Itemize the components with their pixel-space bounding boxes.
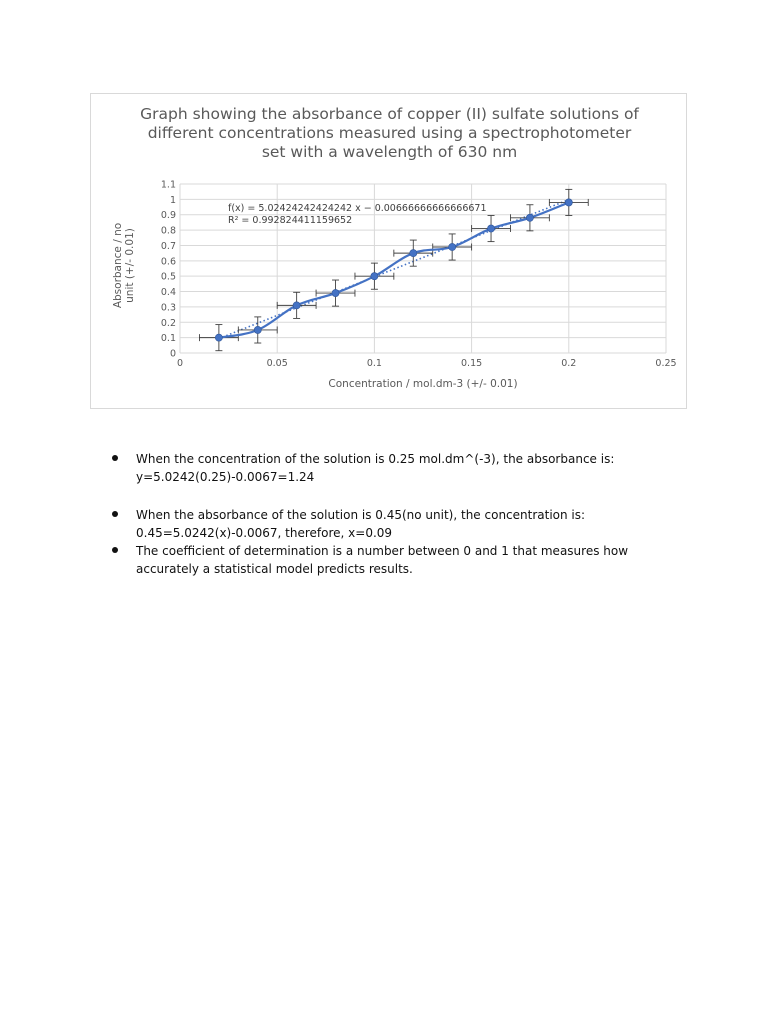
y-tick-label: 0.6 xyxy=(160,256,176,268)
bullet-list xyxy=(112,450,672,578)
bullet-item-absorbance-at-025 xyxy=(112,450,672,486)
bullet-text: When the absorbance of the solution is 0.45(no unit), the concentration is: 0.45=5.0242(x)-0.0067, therefore, x=0.09 xyxy=(136,508,586,540)
chart-title-line: set with a wavelength of 630 nm xyxy=(261,143,518,161)
data-point xyxy=(371,273,378,280)
data-point xyxy=(449,243,456,250)
x-tick-label: 0 xyxy=(176,358,184,369)
data-point xyxy=(410,250,417,257)
data-point xyxy=(526,214,533,221)
bullet-dot xyxy=(112,455,118,461)
y-tick-label: 0 xyxy=(169,348,176,360)
x-tick-label: 0.25 xyxy=(655,358,677,369)
trendline-r-squared: R² = 0.992824411159652 xyxy=(228,215,353,226)
bullet-text: The coefficient of determination is a number between 0 and 1 that measures how accurately a statistical model predicts results. xyxy=(136,544,629,576)
data-point xyxy=(215,334,222,341)
bullet-text: When the concentration of the solution is 0.25 mol.dm^(-3), the absorbance is: y=5.0242(0.25)-0.0067=1.24 xyxy=(136,452,615,484)
x-axis-label: Concentration / mol.dm-3 (+/- 0.01) xyxy=(328,378,518,390)
y-axis-label-line: unit (+/- 0.01) xyxy=(124,228,136,303)
trendline-equation: f(x) = 5.02424242424242 x − 0.00666666666666671 xyxy=(228,203,487,214)
y-tick-label: 0.7 xyxy=(160,240,176,252)
bullet-dot xyxy=(112,547,118,553)
data-point xyxy=(293,302,300,309)
y-tick-label: 0.9 xyxy=(160,210,176,222)
x-tick-label: 0.05 xyxy=(266,358,288,369)
y-axis-label-line: Absorbance / no xyxy=(112,222,124,309)
x-tick-label: 0.2 xyxy=(561,358,577,369)
x-tick-label: 0.15 xyxy=(461,358,483,369)
data-point xyxy=(254,326,261,333)
y-tick-label: 1 xyxy=(169,194,176,206)
absorbance-chart xyxy=(91,94,688,410)
y-tick-label: 0.4 xyxy=(160,287,176,299)
y-tick-label: 0.5 xyxy=(160,271,176,283)
chart-title-line: different concentrations measured using a spectrophotometer xyxy=(147,124,632,142)
y-axis-label xyxy=(112,223,136,308)
data-point xyxy=(565,199,572,206)
bullet-dot xyxy=(112,511,118,517)
data-point xyxy=(332,289,339,296)
y-tick-label: 0.1 xyxy=(160,333,176,345)
chart-frame xyxy=(90,93,687,409)
bullet-item-coefficient-of-determination xyxy=(112,542,672,578)
y-tick-label: 0.8 xyxy=(160,225,176,237)
data-point xyxy=(487,225,494,232)
chart-title-line: Graph showing the absorbance of copper (II) sulfate solutions of xyxy=(140,105,639,123)
x-tick-label: 0.1 xyxy=(366,358,382,369)
bullet-item-concentration-at-045 xyxy=(112,506,672,542)
y-tick-label: 0.2 xyxy=(160,317,176,329)
y-tick-label: 1.1 xyxy=(160,179,176,191)
y-tick-label: 0.3 xyxy=(160,302,176,314)
